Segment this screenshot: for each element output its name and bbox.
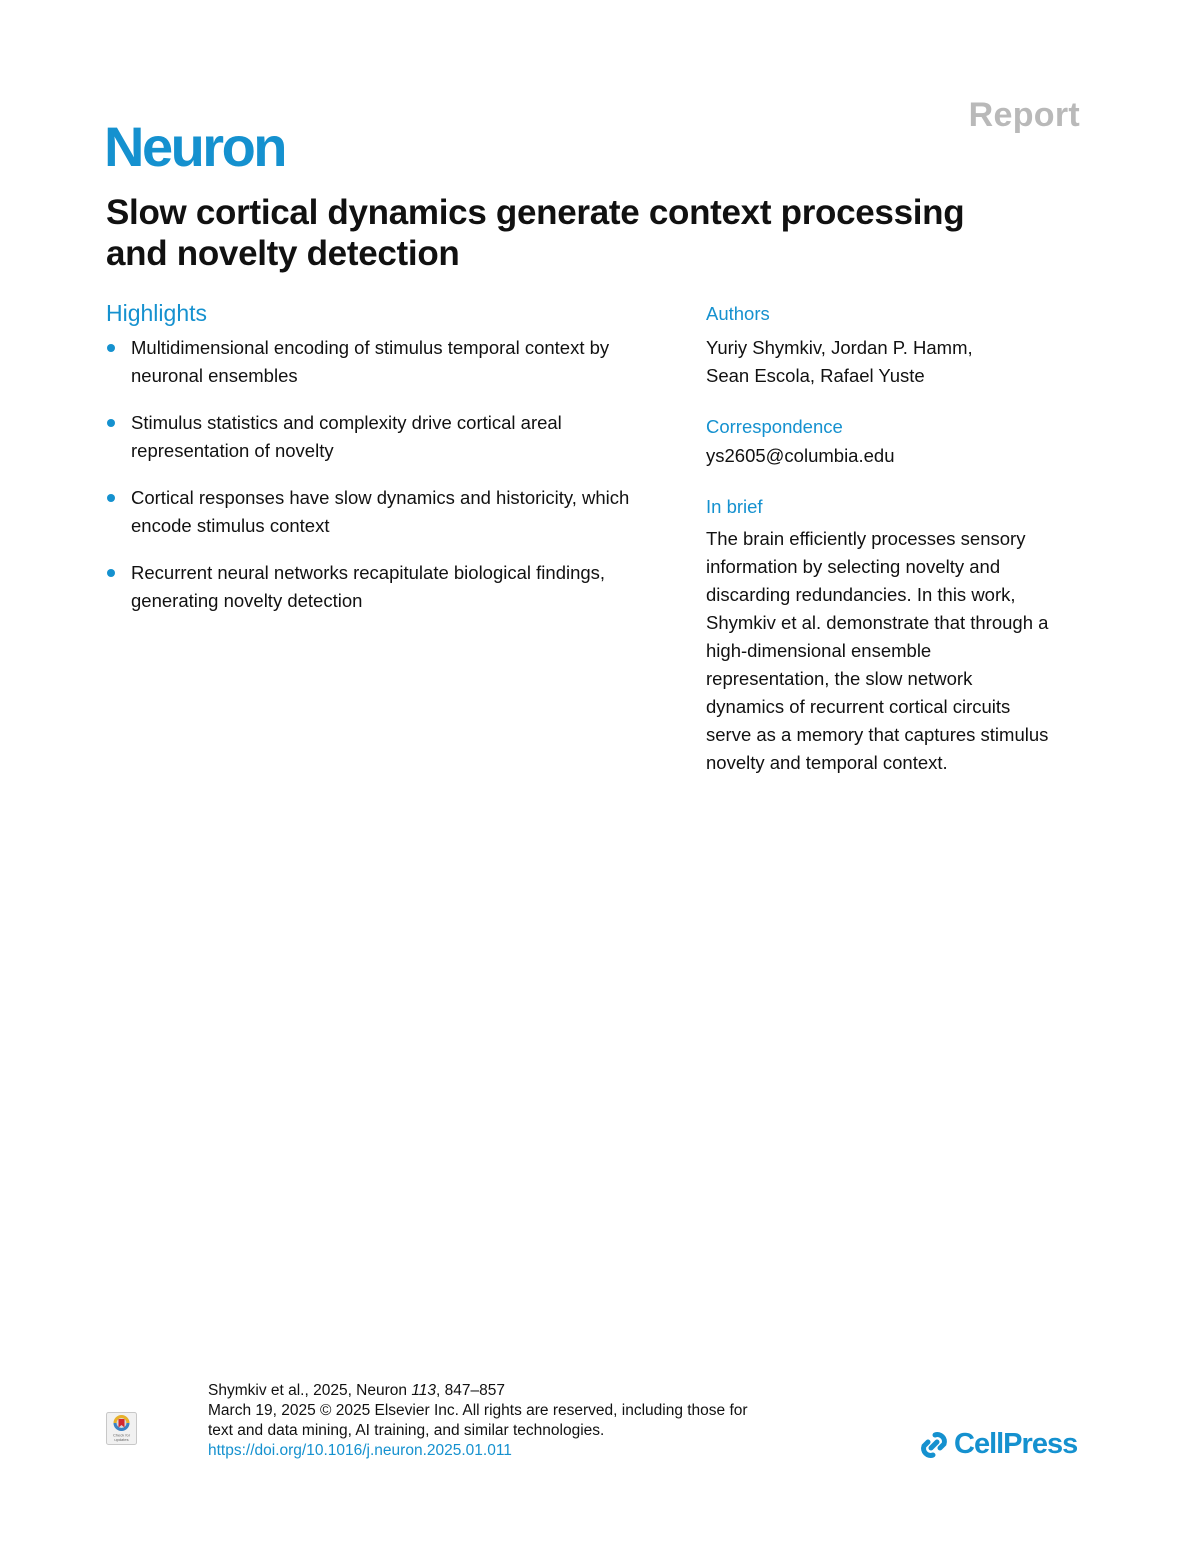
bullet-icon bbox=[107, 494, 115, 502]
in-brief-line: information by selecting novelty and bbox=[706, 556, 1001, 577]
highlight-item bbox=[106, 484, 696, 540]
check-updates-icon bbox=[106, 1412, 137, 1445]
in-brief-line: Shymkiv et al. demonstrate that through a bbox=[706, 612, 1049, 633]
highlight-line: Multidimensional encoding of stimulus temporal context by bbox=[131, 337, 610, 358]
bullet-icon bbox=[107, 344, 115, 352]
highlight-line: Cortical responses have slow dynamics and historicity, which bbox=[131, 487, 630, 508]
in-brief-line: dynamics of recurrent cortical circuits bbox=[706, 696, 1011, 717]
highlight-line: representation of novelty bbox=[131, 440, 334, 461]
doi-link[interactable]: https://doi.org/10.1016/j.neuron.2025.01.011 bbox=[208, 1442, 512, 1459]
citation-prefix: Shymkiv et al., 2025, Neuron bbox=[208, 1382, 412, 1399]
copyright-line: March 19, 2025 © 2025 Elsevier Inc. All rights are reserved, including those for bbox=[208, 1402, 748, 1419]
highlight-line: Stimulus statistics and complexity drive cortical areal bbox=[131, 412, 562, 433]
correspondence-heading: Correspondence bbox=[706, 416, 843, 437]
cellpress-logo bbox=[918, 1428, 1077, 1461]
highlight-line: encode stimulus context bbox=[131, 515, 330, 536]
authors-list bbox=[706, 334, 1090, 390]
in-brief-line: discarding redundancies. In this work, bbox=[706, 584, 1016, 605]
cellpress-wordmark: CellPress bbox=[954, 1428, 1078, 1460]
article-title bbox=[106, 192, 1106, 274]
check-for-updates-badge[interactable] bbox=[106, 1412, 137, 1445]
citation-pages: , 847–857 bbox=[436, 1382, 506, 1399]
highlight-item bbox=[106, 334, 696, 390]
copyright-line: text and data mining, AI training, and similar technologies. bbox=[208, 1422, 605, 1439]
in-brief-text bbox=[706, 525, 1090, 777]
title-line-1: Slow cortical dynamics generate context processing bbox=[106, 193, 965, 232]
in-brief-line: novelty and temporal context. bbox=[706, 752, 948, 773]
check-updates-line: updates bbox=[114, 1437, 129, 1442]
citation-line bbox=[208, 1381, 828, 1401]
in-brief-line: serve as a memory that captures stimulus bbox=[706, 724, 1049, 745]
footer-citation bbox=[208, 1381, 828, 1461]
journal-logo: Neuron bbox=[104, 115, 285, 178]
correspondence-email[interactable]: ys2605@columbia.edu bbox=[706, 445, 895, 466]
highlight-line: neuronal ensembles bbox=[131, 365, 298, 386]
in-brief-line: high-dimensional ensemble bbox=[706, 640, 932, 661]
highlight-line: Recurrent neural networks recapitulate biological findings, bbox=[131, 562, 606, 583]
highlight-line: generating novelty detection bbox=[131, 590, 363, 611]
check-updates-line: Check for bbox=[112, 1432, 131, 1438]
in-brief-heading: In brief bbox=[706, 496, 763, 517]
highlights-list bbox=[106, 334, 696, 634]
highlight-item bbox=[106, 409, 696, 465]
bullet-icon bbox=[107, 419, 115, 427]
highlight-item bbox=[106, 559, 696, 615]
bullet-icon bbox=[107, 569, 115, 577]
citation-volume: 113 bbox=[411, 1382, 437, 1399]
highlights-heading: Highlights bbox=[106, 300, 207, 326]
in-brief-line: representation, the slow network bbox=[706, 668, 973, 689]
authors-line: Sean Escola, Rafael Yuste bbox=[706, 365, 925, 386]
authors-heading: Authors bbox=[706, 303, 770, 324]
title-line-2: and novelty detection bbox=[106, 234, 460, 273]
authors-line: Yuriy Shymkiv, Jordan P. Hamm, bbox=[706, 337, 973, 358]
in-brief-line: The brain efficiently processes sensory bbox=[706, 528, 1026, 549]
article-type-label: Report bbox=[968, 96, 1080, 134]
cellpress-chain-icon bbox=[918, 1429, 950, 1461]
summary-column bbox=[706, 300, 1090, 777]
